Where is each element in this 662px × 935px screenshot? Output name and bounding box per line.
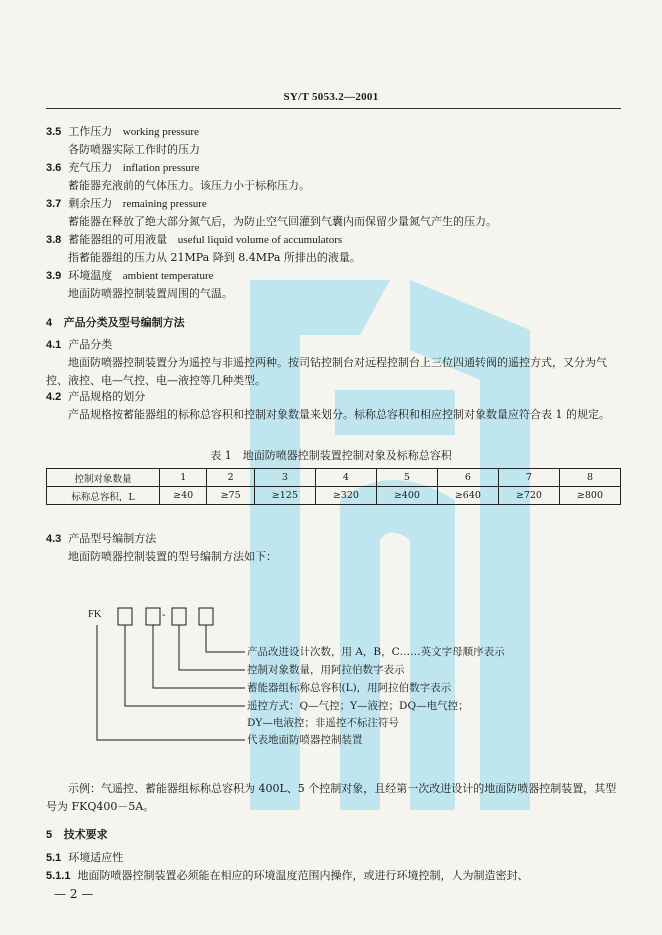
table-cell: 标称总容积，L [47,487,160,505]
table-cell: ≥320 [315,487,376,505]
diagram-label: 遥控方式：Q—气控；Y—液控；DQ—电气控； [247,700,469,712]
table-cell: 控制对象数量 [47,469,160,487]
table-cell: 1 [160,469,207,487]
table-cell: ≥720 [498,487,559,505]
term-3-8: 3.8 蓄能器组的可用液量 useful liquid volume of accumulators [46,233,343,246]
term-3-6: 3.6 充气压力 inflation pressure [46,161,200,174]
table-cell: 2 [207,469,254,487]
term-3-7-desc: 蓄能器在释放了绝大部分氮气后，为防止空气回灌到气囊内而保留少量氮气产生的压力。 [68,215,497,228]
code-box-revision [199,608,213,625]
diagram-label: 蓄能器组标称总容积(L)，用阿拉伯数字表示 [247,682,452,694]
section-4-2-heading: 4.2 产品规格的划分 [46,390,146,403]
diagram-label: 产品改进设计次数，用 A，B，C……英文字母顺序表示 [247,646,505,658]
code-box-count [172,608,186,625]
table-cell: 8 [559,469,620,487]
page-number: — 2 — [54,887,94,901]
diagram-label: 控制对象数量，用阿拉伯数字表示 [247,664,405,676]
example-text: 示例：气遥控、蓄能器组标称总容积为 400L、5 个控制对象，且经第一次改进设计的地面防喷器控制装置，其型号为 FKQ400－5A。 [46,782,617,813]
table-cell: ≥400 [376,487,437,505]
table-cell: 6 [437,469,498,487]
code-dash: - [162,609,166,621]
section-4-3-heading: 4.3 产品型号编制方法 [46,532,157,545]
section-4-heading: 4 产品分类及型号编制方法 [46,316,185,329]
table-cell: 5 [376,469,437,487]
section-4-2-text: 产品规格按蓄能器组的标称总容积和控制对象数量来划分。标称总容积和相应控制对象数量应符合表 1 的规定。 [68,408,610,421]
term-3-7: 3.7 剩余压力 remaining pressure [46,197,207,210]
code-box-volume [146,608,160,625]
table-cell: 7 [498,469,559,487]
term-3-9-desc: 地面防喷器控制装置周围的气温。 [68,287,233,300]
table-cell: ≥125 [254,487,315,505]
table-cell: 4 [315,469,376,487]
table-caption: 表 1 地面防喷器控制装置控制对象及标称总容积 [210,449,452,462]
section-4-1-heading: 4.1 产品分类 [46,338,113,351]
section-4-1-text: 地面防喷器控制装置分为遥控与非遥控两种。按司钻控制台对远程控制台上三位四通转阀的遥控方式，又分为气控、液控、电—气控、电—液控等几种类型。 [46,356,607,387]
table-cell: ≥40 [160,487,207,505]
diagram-label: 代表地面防喷器控制装置 [247,734,363,746]
table-cell: 3 [254,469,315,487]
table-cell: ≥640 [437,487,498,505]
code-box-remote [118,608,132,625]
section-5-1-1-text: 5.1.1 地面防喷器控制装置必须能在相应的环境温度范围内操作，或进行环境控制，人为制造密封、 [46,869,529,882]
term-3-5: 3.5 工作压力 working pressure [46,125,199,138]
table-cell: ≥800 [559,487,620,505]
section-4-3-text: 地面防喷器控制装置的型号编制方法如下： [68,550,277,563]
term-3-8-desc: 指蓄能器组的压力从 21MPa 降到 8.4MPa 所排出的液量。 [68,251,361,264]
table-cell: ≥75 [207,487,254,505]
page-header: SY/T 5053.2—2001 [283,91,379,103]
term-3-9: 3.9 环境温度 ambient temperature [46,269,214,282]
section-5-1-heading: 5.1 环境适应性 [46,851,124,864]
term-3-6-desc: 蓄能器充液前的气体压力。该压力小于标称压力。 [68,179,310,192]
section-5-heading: 5 技术要求 [46,828,108,841]
term-3-5-desc: 各防喷器实际工作时的压力 [68,143,200,156]
code-prefix: FK [88,609,102,620]
diagram-label: DY—电液控；非遥控不标注符号 [247,717,399,729]
